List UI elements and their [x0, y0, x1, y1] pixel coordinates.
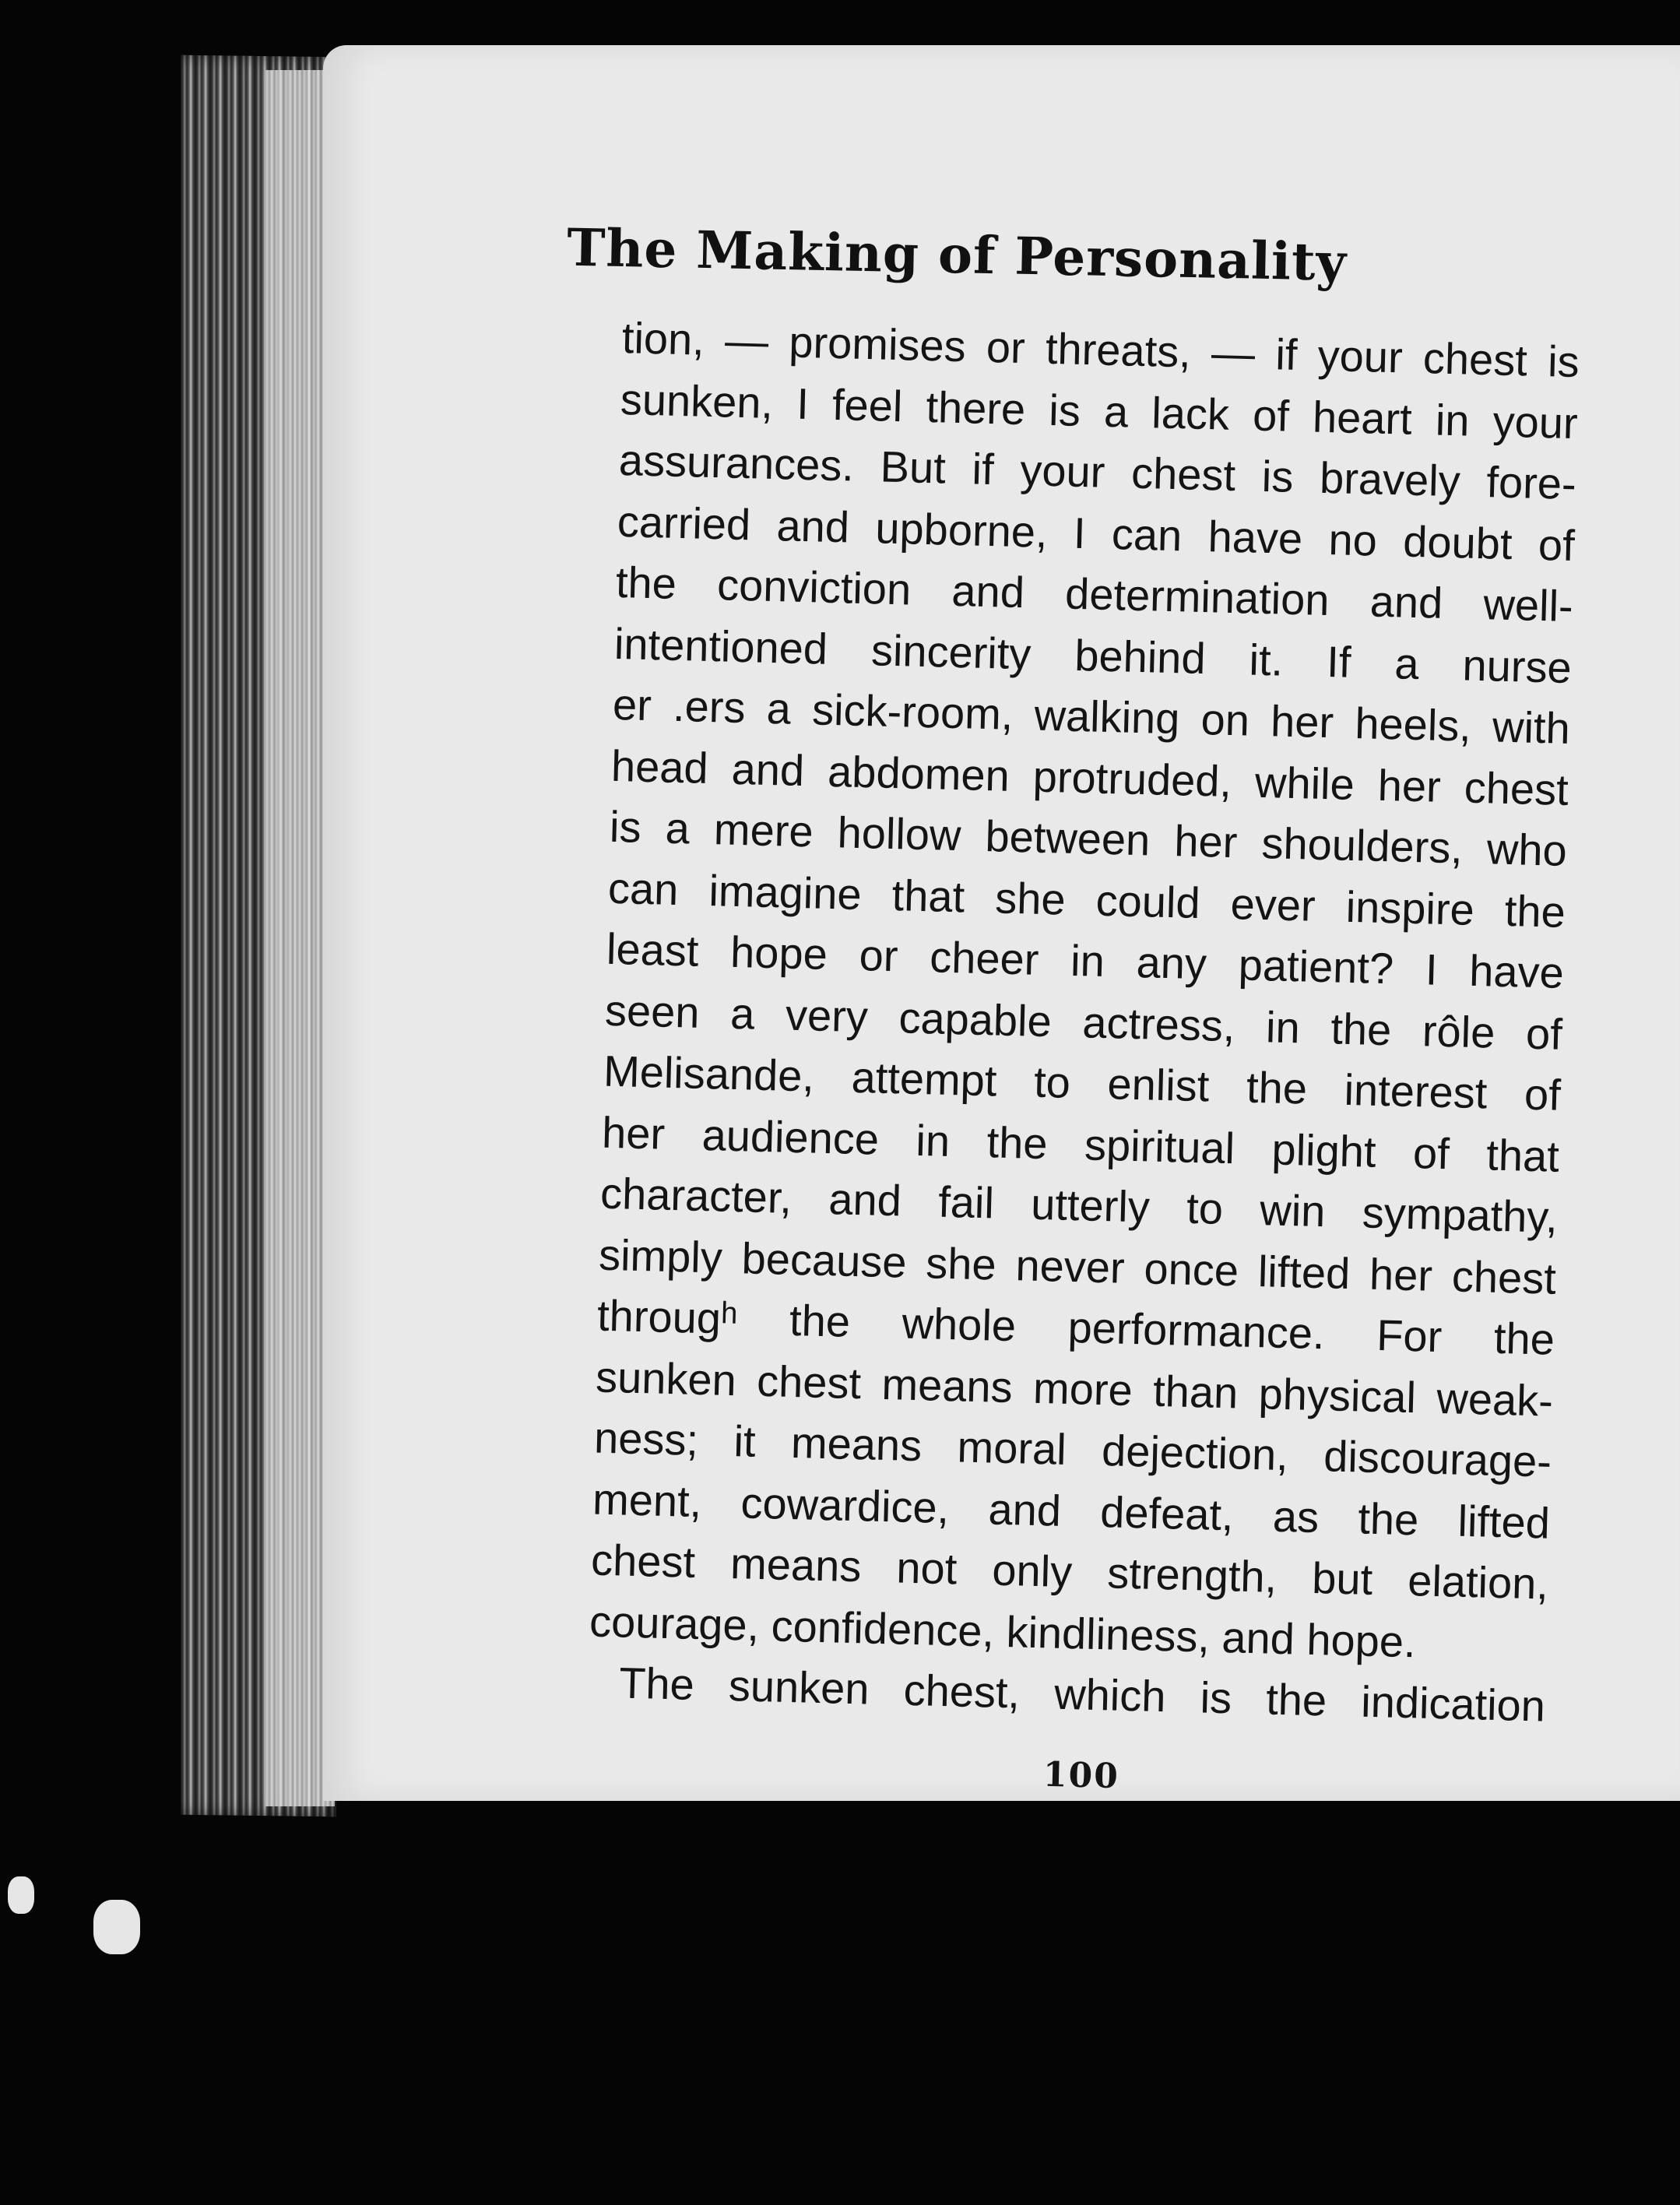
text-line: head and abdomen protruded, while her chest: [610, 740, 1569, 814]
text-line: character, and fail utterly to win sympathy,: [599, 1168, 1559, 1242]
text-line: intentioned sincerity behind it. If a nurse: [613, 618, 1573, 692]
text-line: chest means not only strength, but elation,: [590, 1535, 1549, 1609]
text-line: ness; it means moral dejection, discourage-: [593, 1412, 1552, 1486]
text-line: sunken, I feel there is a lack of heart in your: [620, 374, 1579, 448]
text-line: can imagine that she could ever inspire the: [607, 863, 1566, 937]
text-line: througʰ the whole performance. For the: [596, 1290, 1555, 1364]
text-line: assurances. But if your chest is bravely fore-: [618, 434, 1577, 509]
scan-speck: [93, 1900, 140, 1954]
text-line: er .ers a sick-room, walking on her heels, with: [612, 679, 1571, 753]
body-text: [587, 308, 1580, 1737]
text-line: seen a very capable actress, in the rôle of: [604, 985, 1563, 1059]
text-line: the conviction and determination and well-: [615, 557, 1574, 631]
scan-speck: [8, 1876, 34, 1914]
text-line: The sunken chest, which is the indication: [618, 1658, 1546, 1731]
running-head: The Making of Personality: [566, 216, 1348, 293]
text-line: simply because she never once lifted her chest: [598, 1229, 1557, 1303]
text-line: sunken chest means more than physical weak-: [595, 1352, 1554, 1426]
text-line: Melisande, attempt to enlist the interest of: [603, 1046, 1562, 1120]
text-line: courage, confidence, kindliness, and hope.: [589, 1595, 1417, 1666]
text-line: least hope or cheer in any patient? I have: [606, 923, 1565, 997]
text-line: ment, cowardice, and defeat, as the lifted: [592, 1474, 1551, 1548]
text-line: carried and upborne, I can have no doubt of: [617, 496, 1576, 570]
page-number: 100: [1042, 1754, 1120, 1797]
text-line: tion, — promises or threats, — if your chest is: [621, 312, 1580, 387]
text-line: her audience in the spiritual plight of that: [601, 1107, 1560, 1181]
text-line: is a mere hollow between her shoulders, who: [609, 801, 1568, 875]
